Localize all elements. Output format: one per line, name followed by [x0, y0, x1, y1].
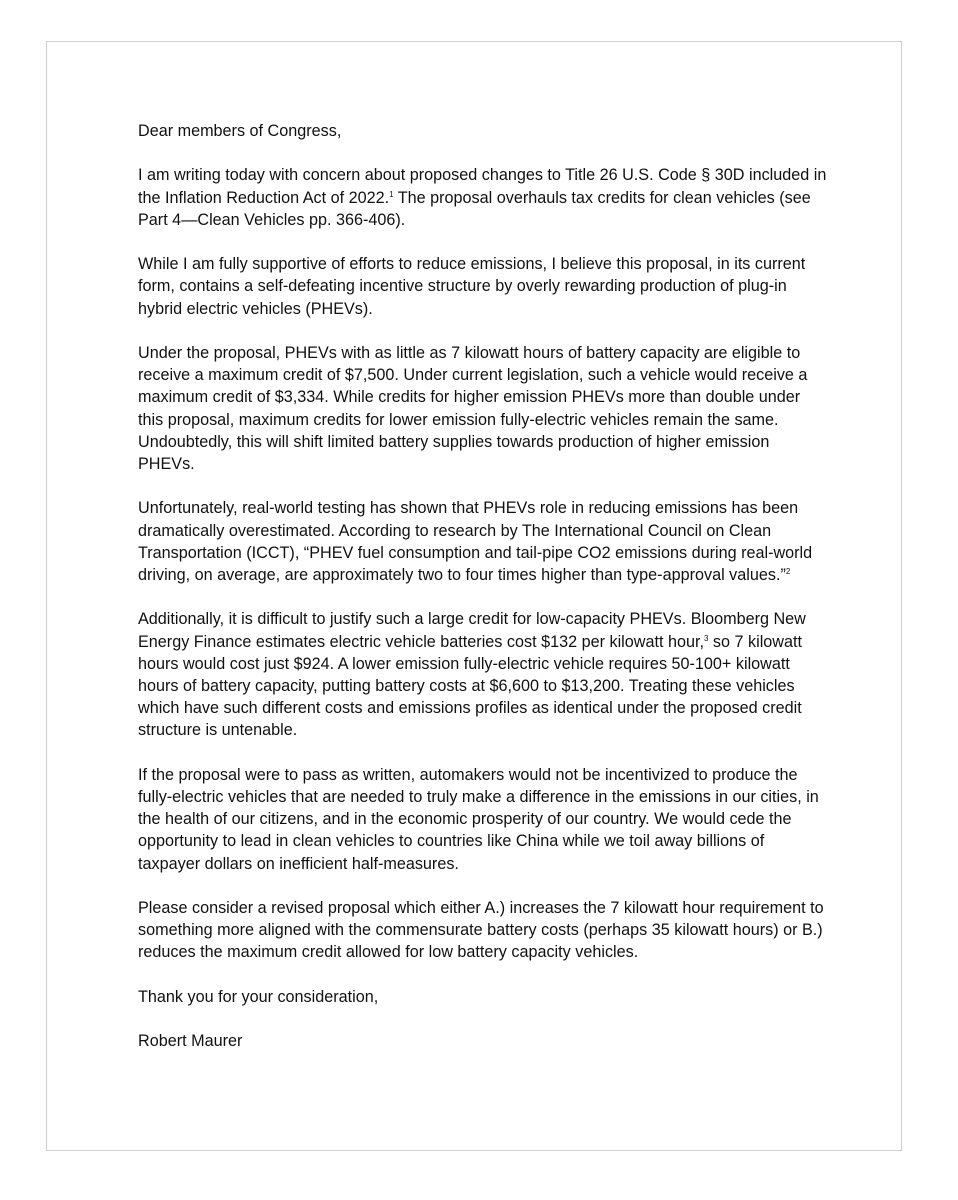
paragraph-5-text-a: Additionally, it is difficult to justify such a large credit for low-capacity PHEVs. Bloomberg New Energy Finance estimates electric vehicle batteries cost $132 per kilowatt hour, [138, 610, 806, 651]
paragraph-7: Please consider a revised proposal which either A.) increases the 7 kilowatt hour requirement to something more aligned with the commensurate battery costs (perhaps 35 kilowatt hours) or B.) reduces the maximum credit allowed for low battery capacity vehicles. [138, 899, 824, 962]
paragraph-4-text: Unfortunately, real-world testing has shown that PHEVs role in reducing emissions has been dramatically overestimated. According to research by The International Council on Clean Transportation (ICCT), “PHEV fuel consumption and tail-pipe CO2 emissions during real-world driving, on average, are approximately two to four times higher than type-approval values.” [138, 499, 813, 584]
paragraph-6: If the proposal were to pass as written, automakers would not be incentivized to produce the fully-electric vehicles that are needed to truly make a difference in the emissions in our cities, in the health of our citizens, and in the economic prosperity of our country. We would cede the opportunity to lead in clean vehicles to countries like China while we toil away billions of taxpayer dollars on inefficient half-measures. [138, 765, 819, 873]
signature: Robert Maurer [138, 1032, 243, 1051]
paragraph-2: While I am fully supportive of efforts to reduce emissions, I believe this proposal, in its current form, contains a self-defeating incentive structure by overly rewarding production of plug-in hybrid electric vehicles (PHEVs). [138, 255, 806, 318]
footnote-ref-1: 1 [389, 189, 394, 199]
letter-page [46, 41, 902, 1151]
paragraph-5-text-b: so 7 kilowatt hours would cost just $924. A lower emission fully-electric vehicle requires 50-100+ kilowatt hours of battery capacity, putting battery costs at $6,600 to $13,200. Treating these vehicles which have such different costs and emissions profiles as identical under the proposed credit structure is untenable. [138, 632, 802, 740]
paragraph-5 [138, 608, 828, 741]
footnote-ref-3: 3 [703, 633, 709, 643]
closing: Thank you for your consideration, [138, 987, 379, 1006]
paragraph-1-text-b: The proposal overhauls tax credits for clean vehicles (see Part 4—Clean Vehicles pp. 366-406). [138, 188, 811, 229]
paragraph-1-text-a: I am writing today with concern about proposed changes to Title 26 U.S. Code § 30D included in the Inflation Reduction Act of 2022. [138, 166, 827, 207]
footnote-ref-2: 2 [785, 567, 791, 576]
paragraph-4 [138, 497, 828, 586]
paragraph-1 [138, 164, 828, 231]
paragraph-3: Under the proposal, PHEVs with as little as 7 kilowatt hours of battery capacity are eligible to receive a maximum credit of $7,500. Under current legislation, such a vehicle would receive a maximum credit of $3,334. While credits for higher emission PHEVs more than double under this proposal, maximum credits for lower emission fully-electric vehicles remain the same. Undoubtedly, this will shift limited battery supplies towards production of higher emission PHEVs. [138, 343, 808, 473]
salutation: Dear members of Congress, [138, 122, 342, 140]
letter-body [138, 120, 828, 1052]
